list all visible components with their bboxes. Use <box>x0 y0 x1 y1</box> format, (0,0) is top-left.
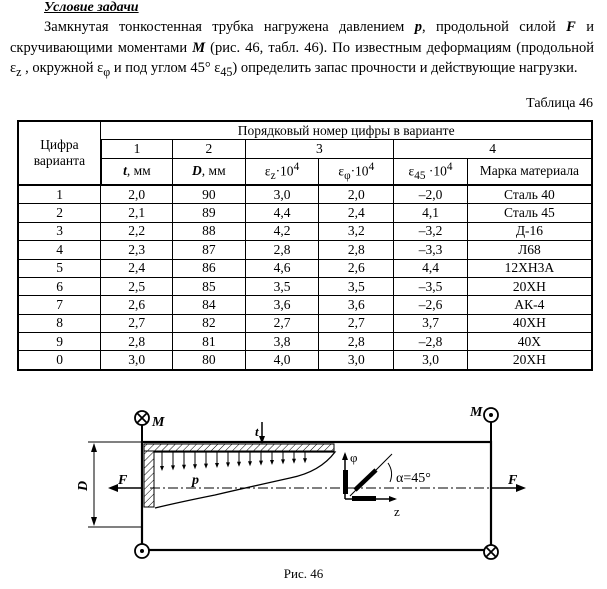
table-cell: 2,6 <box>101 296 173 314</box>
table-label: Таблица 46 <box>526 96 593 111</box>
table-cell: 20ХН <box>467 277 592 295</box>
table-cell: 4,1 <box>394 204 468 222</box>
table-cell: 8 <box>18 314 101 332</box>
angle-label: α=45° <box>396 471 431 486</box>
pressure-arrowhead <box>292 459 296 464</box>
table-cell: 2,0 <box>319 185 394 204</box>
table-cell: 2,7 <box>101 314 173 332</box>
group-4: 4 <box>394 140 592 158</box>
table-cell: 4,6 <box>245 259 319 277</box>
table-cell: 0 <box>18 351 101 370</box>
table-cell: 2,1 <box>101 204 173 222</box>
table-cell: 1 <box>18 185 101 204</box>
group-2: 2 <box>173 140 246 158</box>
force-right-label: F <box>508 473 518 488</box>
variant-header: Цифра варианта <box>18 121 101 185</box>
table-cell: –2,0 <box>394 185 468 204</box>
table-cell: 3,8 <box>245 333 319 351</box>
table-cell: 3,0 <box>319 351 394 370</box>
table-cell: 84 <box>173 296 246 314</box>
table-cell: 4,2 <box>245 222 319 240</box>
pressure-arrowhead <box>281 459 285 464</box>
diameter-label: D <box>76 480 91 491</box>
group-1: 1 <box>101 140 173 158</box>
table-cell: –3,5 <box>394 277 468 295</box>
moment-right-bottom-icon <box>484 545 498 559</box>
table-cell: 6 <box>18 277 101 295</box>
force-left-label: F <box>118 473 128 488</box>
table-cell: 3,2 <box>319 222 394 240</box>
table-cell: 81 <box>173 333 246 351</box>
table-cell: 2,8 <box>319 241 394 259</box>
pressure-arrowhead <box>248 461 252 466</box>
table-row <box>18 314 592 332</box>
table-cell: 90 <box>173 185 246 204</box>
table-cell: 2,8 <box>245 241 319 259</box>
data-table <box>17 120 593 371</box>
table-cell: Сталь 40 <box>467 185 592 204</box>
table-cell: Сталь 45 <box>467 204 592 222</box>
moment-left-bottom-icon <box>135 544 149 558</box>
section-heading: Условие задачи <box>44 0 139 15</box>
table-cell: 4,4 <box>394 259 468 277</box>
moment-right-label: M <box>470 405 483 420</box>
pressure-arrowhead <box>215 463 219 468</box>
group-header: Порядковый номер цифры в варианте <box>101 121 592 140</box>
table-cell: 40ХН <box>467 314 592 332</box>
table-cell: Д-16 <box>467 222 592 240</box>
pressure-arrows <box>160 452 307 471</box>
group-3: 3 <box>245 140 394 158</box>
pressure-arrowhead <box>259 461 263 466</box>
table-cell: 3 <box>18 222 101 240</box>
table-cell: 3,5 <box>319 277 394 295</box>
col-e45: $\varepsilon_{45} \cdot 10^4$ <box>394 158 468 185</box>
table-cell: 2,2 <box>101 222 173 240</box>
table-row <box>18 222 592 240</box>
table-cell: –3,3 <box>394 241 468 259</box>
pressure-arrowhead <box>226 462 230 467</box>
table-row <box>18 351 592 370</box>
moment-left-label: M <box>152 415 165 430</box>
table-cell: 3,6 <box>319 296 394 314</box>
table-cell: 3,5 <box>245 277 319 295</box>
table-row <box>18 333 592 351</box>
table-cell: 2,7 <box>319 314 394 332</box>
table-cell: 9 <box>18 333 101 351</box>
pressure-arrowhead <box>193 464 197 469</box>
table-cell: –3,2 <box>394 222 468 240</box>
z-label: z <box>394 504 400 519</box>
table-row <box>18 204 592 222</box>
problem-statement: Замкнутая тонкостенная трубка нагружена давлением p, продольной силой F и скручивающими моментами M (рис. 46, табл. 46). По известным деформациям (продольной $\varepsilon_z$ , окружной $\varepsilon_\varphi$ и под углом 45° $\varepsilon_{45}$) определить запас прочности и действующие нагрузки. <box>10 19 594 79</box>
table-cell: 2 <box>18 204 101 222</box>
pressure-arrowhead <box>270 460 274 465</box>
table-cell: 85 <box>173 277 246 295</box>
thickness-label: t <box>255 424 259 439</box>
col-material: Марка материала <box>467 158 592 185</box>
table-row <box>18 259 592 277</box>
pressure-arrowhead <box>204 464 208 469</box>
table-cell: 3,7 <box>394 314 468 332</box>
pressure-arrowhead <box>171 465 175 470</box>
phi-label: φ <box>350 450 358 465</box>
table-cell: 87 <box>173 241 246 259</box>
table-cell: 3,0 <box>245 185 319 204</box>
table-cell: 5 <box>18 259 101 277</box>
table-cell: 3,0 <box>101 351 173 370</box>
table-cell: 89 <box>173 204 246 222</box>
tube-outline <box>142 442 491 550</box>
table-cell: 40Х <box>467 333 592 351</box>
col-D: D, мм <box>173 158 246 185</box>
table-row <box>18 241 592 259</box>
table-row <box>18 185 592 204</box>
table-cell: –2,6 <box>394 296 468 314</box>
table-cell: 2,3 <box>101 241 173 259</box>
table-cell: 2,0 <box>101 185 173 204</box>
table-cell: Л68 <box>467 241 592 259</box>
table-cell: 12ХН3А <box>467 259 592 277</box>
tube-figure <box>0 400 607 566</box>
table-cell: 2,7 <box>245 314 319 332</box>
table-cell: 4,4 <box>245 204 319 222</box>
col-t: t, мм <box>101 158 173 185</box>
table-cell: 2,5 <box>101 277 173 295</box>
end-hatch <box>144 451 154 507</box>
table-cell: 82 <box>173 314 246 332</box>
table-cell: 2,6 <box>319 259 394 277</box>
table-cell: 2,4 <box>319 204 394 222</box>
pressure-label: p <box>192 473 199 488</box>
pressure-arrowhead <box>303 458 307 463</box>
pressure-arrowhead <box>160 466 164 471</box>
wall-hatch <box>144 444 334 451</box>
table-cell: 86 <box>173 259 246 277</box>
table-cell: 7 <box>18 296 101 314</box>
pressure-arrowhead <box>182 465 186 470</box>
table-cell: 3,0 <box>394 351 468 370</box>
figure-caption: Рис. 46 <box>283 566 324 581</box>
table-cell: 4 <box>18 241 101 259</box>
col-ephi: $\varepsilon_\varphi\cdot 10^4$ <box>319 158 394 185</box>
table-cell: 3,6 <box>245 296 319 314</box>
moment-left-top-icon <box>135 411 149 425</box>
table-cell: 2,4 <box>101 259 173 277</box>
table-row <box>18 277 592 295</box>
table-cell: 20ХН <box>467 351 592 370</box>
table-row <box>18 296 592 314</box>
table-cell: 2,8 <box>319 333 394 351</box>
table-cell: 4,0 <box>245 351 319 370</box>
table-cell: 88 <box>173 222 246 240</box>
table-cell: АК-4 <box>467 296 592 314</box>
moment-right-top-icon <box>484 408 498 422</box>
col-ez: $\varepsilon_z\cdot 10^4$ <box>245 158 319 185</box>
table-cell: 2,8 <box>101 333 173 351</box>
table-cell: 80 <box>173 351 246 370</box>
table-cell: –2,8 <box>394 333 468 351</box>
pressure-arrowhead <box>237 462 241 467</box>
